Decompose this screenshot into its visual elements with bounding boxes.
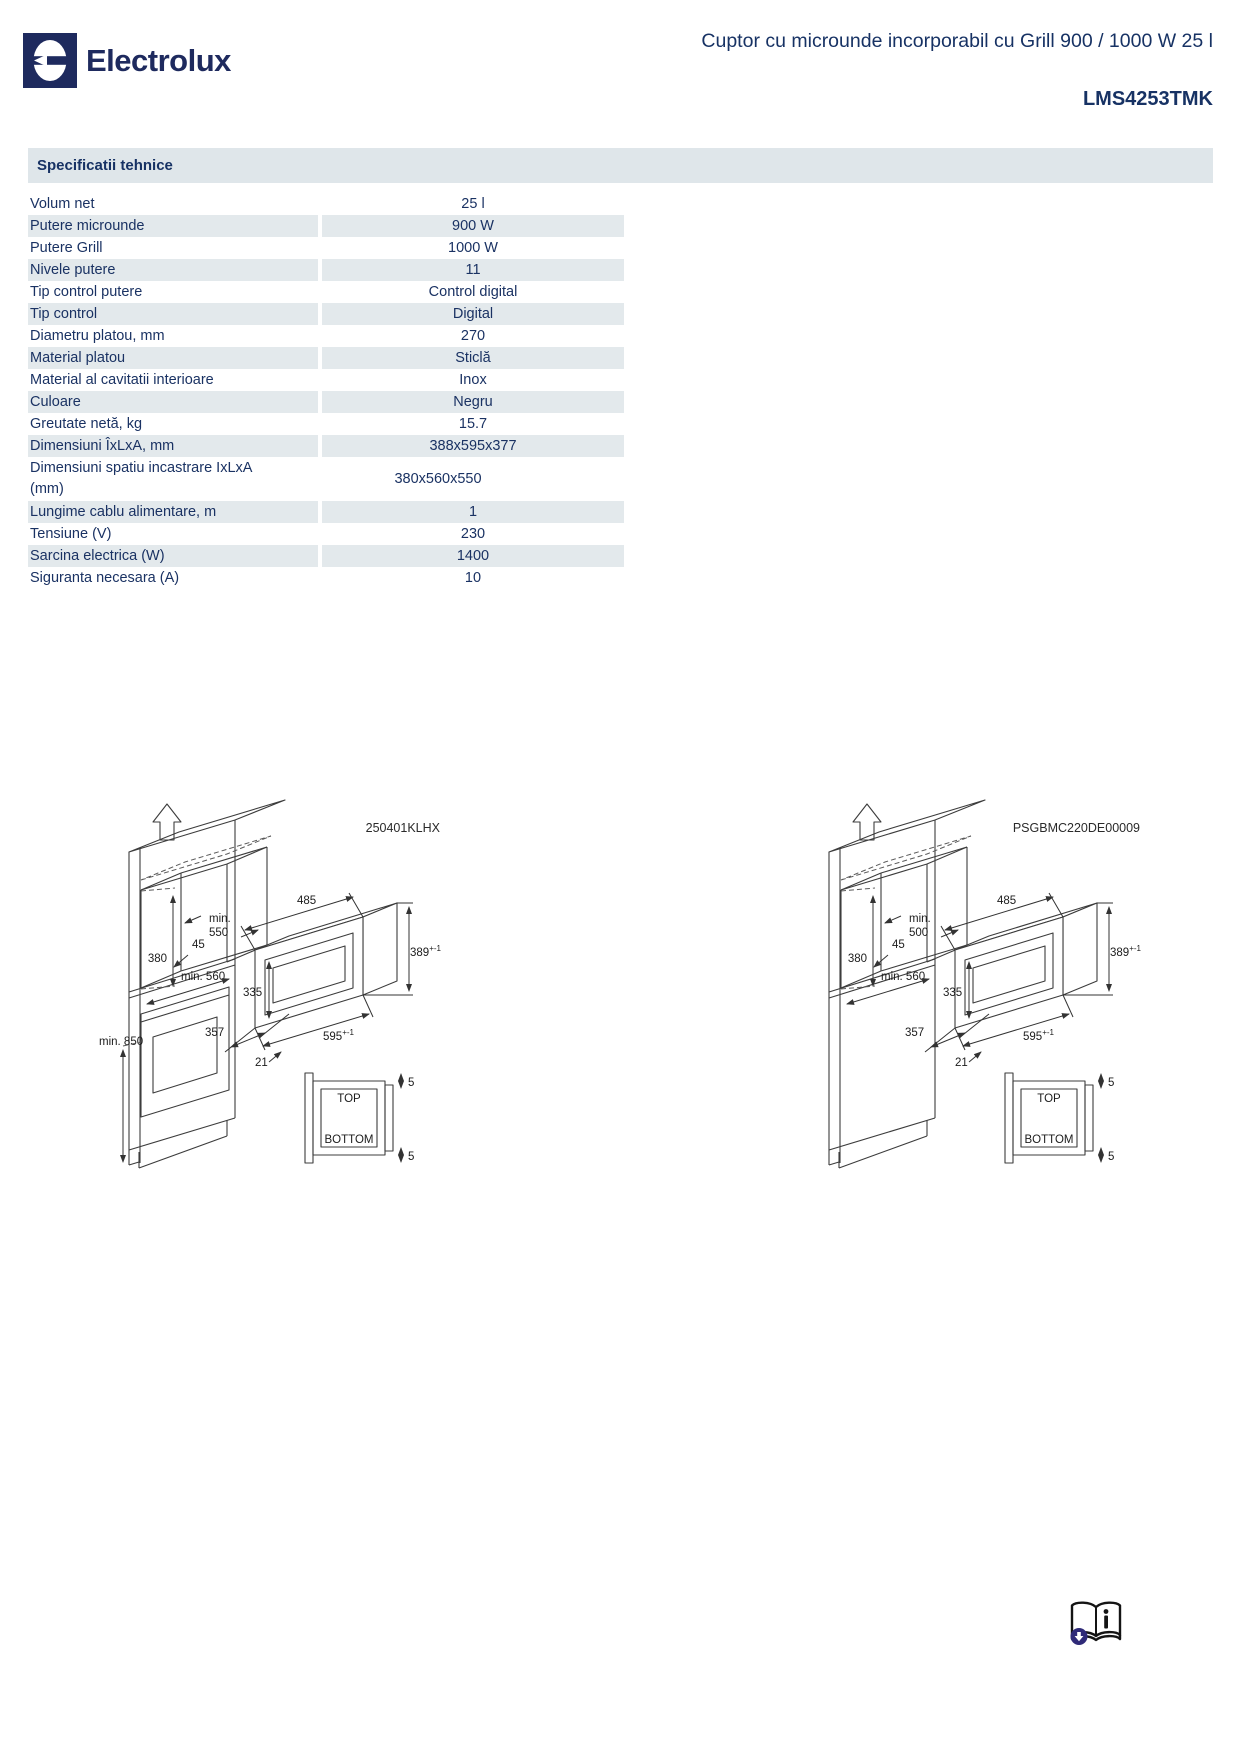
spec-value: 1000 W — [448, 240, 498, 256]
installation-diagram-right — [795, 790, 1145, 1240]
dim-side-gap: 45 — [892, 939, 905, 951]
spec-value: 1 — [322, 501, 624, 523]
spec-label: Sarcina electrica (W) — [28, 545, 318, 567]
spec-row — [28, 281, 624, 303]
open-manual-info-icon — [1068, 1598, 1124, 1648]
detail-gap-top: 5 — [408, 1077, 415, 1089]
diagram-code: 250401KLHX — [365, 821, 440, 835]
spec-value: 270 — [460, 328, 486, 344]
spec-value: Sticlă — [322, 347, 624, 369]
spec-value: 11 — [322, 259, 624, 281]
electrolux-logo — [23, 33, 231, 88]
dim-total-width: $595^{+-1}$ — [323, 1028, 354, 1043]
dim-front-height: 335 — [943, 987, 963, 999]
spec-row — [28, 369, 624, 391]
spec-label: Dimensiuni ÎxLxA, mm — [28, 435, 318, 457]
spec-label: Nivele putere — [28, 259, 318, 281]
spec-label: Siguranta necesara (A) — [30, 570, 180, 586]
spec-row — [28, 303, 624, 325]
dim-niche-width: min. 560 — [181, 971, 226, 983]
spec-row — [28, 413, 624, 435]
spec-label: Culoare — [28, 391, 318, 413]
spec-label: Tip control — [28, 303, 318, 325]
spec-label: Material al cavitatii interioare — [30, 372, 214, 388]
microwave-drawing — [955, 903, 1097, 1028]
dim-niche-depth-min: min. — [209, 913, 231, 925]
detail-top-label: TOP — [337, 1093, 361, 1105]
dim-side-gap: 45 — [192, 939, 205, 951]
spec-label: Diametru platou, mm — [30, 328, 165, 344]
spec-value: Control digital — [428, 284, 518, 300]
spec-label: Greutate netă, kg — [30, 416, 143, 432]
spec-row — [28, 391, 624, 413]
spec-value: 388x595x377 — [322, 435, 624, 457]
spec-row — [28, 347, 624, 369]
spec-label: Lungime cablu alimentare, m — [28, 501, 318, 523]
spec-label: Tensiune (V) — [30, 526, 112, 542]
spec-row — [28, 523, 624, 545]
spec-value: 900 W — [322, 215, 624, 237]
detail-bottom-label: BOTTOM — [324, 1134, 374, 1146]
spec-value: 15.7 — [458, 416, 488, 432]
spec-row — [28, 501, 624, 523]
spec-value: 1400 — [322, 545, 624, 567]
dim-body-depth: 357 — [205, 1027, 225, 1039]
detail-gap-top: 5 — [1108, 1077, 1115, 1089]
spec-label: Putere microunde — [28, 215, 318, 237]
spec-row — [28, 567, 624, 589]
spec-row — [28, 545, 624, 567]
section-heading: Specificatii tehnice — [28, 148, 1213, 183]
mounting-detail — [1005, 1073, 1114, 1163]
arrow-up-icon — [853, 804, 881, 840]
detail-gap-bottom: 5 — [408, 1151, 415, 1163]
detail-gap-bottom: 5 — [1108, 1151, 1115, 1163]
spec-row — [28, 259, 624, 281]
dim-body-width: 485 — [997, 895, 1017, 907]
dim-niche-height: 380 — [147, 953, 167, 965]
dim-floor-height: min. 850 — [99, 1036, 144, 1048]
spec-value: Negru — [322, 391, 624, 413]
svg-text:500: 500 — [909, 927, 929, 939]
dim-front-height: 335 — [243, 987, 263, 999]
spec-row — [28, 325, 624, 347]
dim-front-offset: 21 — [255, 1057, 268, 1069]
spec-row — [28, 457, 624, 501]
spec-value: 230 — [460, 526, 486, 542]
product-title: Cuptor cu microunde incorporabil cu Grill 900 / 1000 W 25 l — [701, 30, 1213, 52]
spec-row — [28, 215, 624, 237]
dim-niche-width: min. 560 — [881, 971, 926, 983]
spec-value: 10 — [464, 570, 482, 586]
spec-row — [28, 435, 624, 457]
spec-value: 25 l — [461, 196, 485, 212]
spec-row — [28, 237, 624, 259]
electrolux-logo-mark-icon — [23, 33, 77, 88]
spec-label: Volum net — [30, 196, 95, 212]
product-model: LMS4253TMK — [1082, 88, 1213, 110]
svg-text:550: 550 — [209, 927, 229, 939]
spec-value: Inox — [459, 372, 487, 388]
dim-body-width: 485 — [297, 895, 317, 907]
dim-total-height: $389^{+-1}$ — [410, 944, 441, 959]
installation-diagram-left — [95, 790, 445, 1240]
microwave-drawing — [255, 903, 397, 1028]
dim-niche-height: 380 — [847, 953, 867, 965]
detail-bottom-label: BOTTOM — [1024, 1134, 1074, 1146]
arrow-up-icon — [153, 804, 181, 840]
spec-row — [28, 193, 624, 215]
spec-label: Material platou — [28, 347, 318, 369]
dim-front-offset: 21 — [955, 1057, 968, 1069]
mounting-detail — [305, 1073, 414, 1163]
diagram-code: PSGBMC220DE00009 — [1012, 821, 1140, 835]
spec-label: Dimensiuni spatiu incastrare IxLxA (mm) — [30, 460, 252, 497]
dim-total-width: $595^{+-1}$ — [1023, 1028, 1054, 1043]
dim-total-height: $389^{+-1}$ — [1110, 944, 1141, 959]
spec-value: Digital — [322, 303, 624, 325]
detail-top-label: TOP — [1037, 1093, 1061, 1105]
dim-body-depth: 357 — [905, 1027, 925, 1039]
dim-niche-depth-min: min. — [909, 913, 931, 925]
spec-label: Putere Grill — [30, 240, 103, 256]
specs-table — [28, 193, 624, 589]
spec-value: 380x560x550 — [394, 471, 482, 487]
spec-label: Tip control putere — [30, 284, 143, 300]
electrolux-wordmark: Electrolux — [86, 42, 231, 78]
